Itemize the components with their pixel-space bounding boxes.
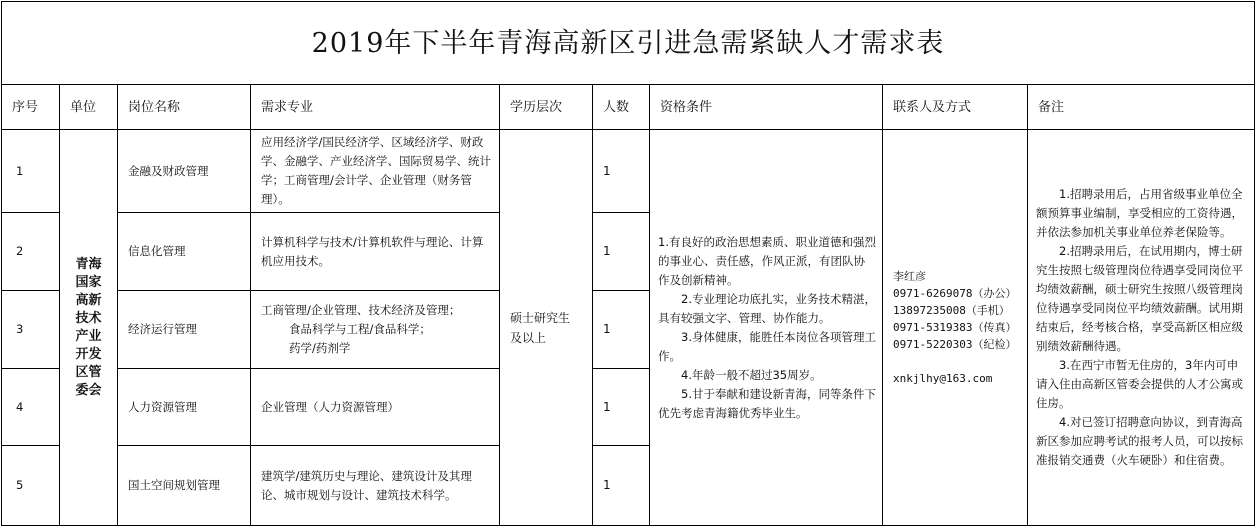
contact-office-phone: 0971-6269078（办公）	[893, 287, 1017, 300]
remarks	[1028, 130, 1255, 526]
row-count: 1	[593, 291, 650, 369]
table-row	[2, 130, 1255, 213]
qualification-item: 4.年龄一般不超过35周岁。	[681, 367, 822, 382]
qualification-item: 1.有良好的政治思想素质、职业道德和强烈的事业心、责任感，作风正派，有团队协作及创新精神。	[658, 234, 876, 287]
header-row	[2, 85, 1255, 130]
unit-name-line: 开发	[75, 346, 102, 362]
education-line: 硕士研究生	[510, 310, 571, 325]
major-line: 工商管理/企业管理、技术经济及管理；	[261, 303, 461, 317]
header-major: 需求专业	[251, 85, 500, 130]
row-count: 1	[593, 446, 650, 526]
header-education: 学历层次	[500, 85, 593, 130]
contact-other-phones: 13897235008（手机）0971-5319383（传真）0971-5220303（纪检）	[893, 304, 1017, 351]
row-count: 1	[593, 130, 650, 213]
row-seq: 2	[2, 213, 60, 291]
qualification-conditions	[650, 130, 883, 526]
header-qualification: 资格条件	[650, 85, 883, 130]
unit-name-line: 委会	[75, 382, 102, 398]
header-contact: 联系人及方式	[883, 85, 1028, 130]
header-count: 人数	[593, 85, 650, 130]
row-seq: 1	[2, 130, 60, 213]
major-line: 食品科学与工程/食品科学；	[289, 322, 431, 336]
row-seq: 3	[2, 291, 60, 369]
education-line: 及以上	[510, 330, 547, 345]
row-seq: 5	[2, 446, 60, 526]
row-position: 信息化管理	[118, 213, 251, 291]
remark-item: 1.招聘录用后，占用省级事业单位全额预算事业编制，享受相应的工资待遇，并依法参加机关事业单位养老保险等。	[1036, 187, 1243, 239]
unit-name-line: 青海	[75, 256, 102, 272]
contact-name: 李红彦	[893, 270, 926, 283]
qualification-item: 3.身体健康，能胜任本岗位各项管理工作。	[658, 329, 876, 363]
row-major: 应用经济学/国民经济学、区域经济学、财政学、金融学、产业经济学、国际贸易学、统计学；工商管理/会计学、企业管理（财务管理）。	[251, 130, 500, 213]
header-unit: 单位	[60, 85, 118, 130]
qualification-item: 5.甘于奉献和建设新青海，同等条件下优先考虑青海籍优秀毕业生。	[658, 386, 876, 420]
row-seq: 4	[2, 369, 60, 446]
unit-name-line: 区管	[75, 364, 102, 380]
header-seq: 序号	[2, 85, 60, 130]
unit-name-line: 国家	[75, 274, 102, 290]
qualification-item: 2.专业理论功底扎实，业务技术精湛，具有较强文字、管理、协作能力。	[658, 291, 876, 325]
row-position: 人力资源管理	[118, 369, 251, 446]
row-position: 经济运行管理	[118, 291, 251, 369]
row-major: 计算机科学与技术/计算机软件与理论、计算机应用技术。	[251, 213, 500, 291]
row-major: 建筑学/建筑历史与理论、建筑设计及其理论、城市规划与设计、建筑技术科学。	[251, 446, 500, 526]
row-position: 国土空间规划管理	[118, 446, 251, 526]
remark-item: 3.在西宁市暂无住房的，3年内可申请入住由高新区管委会提供的人才公寓或住房。	[1036, 358, 1243, 410]
row-position: 金融及财政管理	[118, 130, 251, 213]
row-count: 1	[593, 369, 650, 446]
remark-item: 2.招聘录用后，在试用期内，博士研究生按照七级管理岗位待遇享受同岗位平均绩效薪酬，硕士研究生按照八级管理岗位待遇享受同岗位平均绩效薪酬。试用期结束后，经考核合格，享受高新区相应级别绩效薪酬待遇。	[1036, 244, 1243, 353]
unit-name-line: 产业	[75, 328, 102, 344]
contact-info	[883, 130, 1028, 526]
header-remarks: 备注	[1028, 85, 1255, 130]
header-position: 岗位名称	[118, 85, 251, 130]
major-line: 药学/药剂学	[289, 341, 351, 355]
talent-demand-table	[1, 1, 1255, 526]
unit-name-line: 高新	[75, 292, 102, 308]
education-level	[500, 130, 593, 526]
contact-email[interactable]: xnkjlhy@163.com	[893, 372, 993, 385]
unit-name-line: 技术	[75, 310, 102, 326]
row-count: 1	[593, 213, 650, 291]
row-major	[251, 291, 500, 369]
remark-item: 4.对已签订招聘意向协议，到青海高新区参加应聘考试的报考人员，可以按标准报销交通费（火车硬卧）和住宿费。	[1036, 415, 1243, 467]
row-major: 企业管理（人力资源管理）	[251, 369, 500, 446]
page-title: 2019年下半年青海高新区引进急需紧缺人才需求表	[2, 2, 1255, 85]
unit-name	[60, 130, 118, 526]
